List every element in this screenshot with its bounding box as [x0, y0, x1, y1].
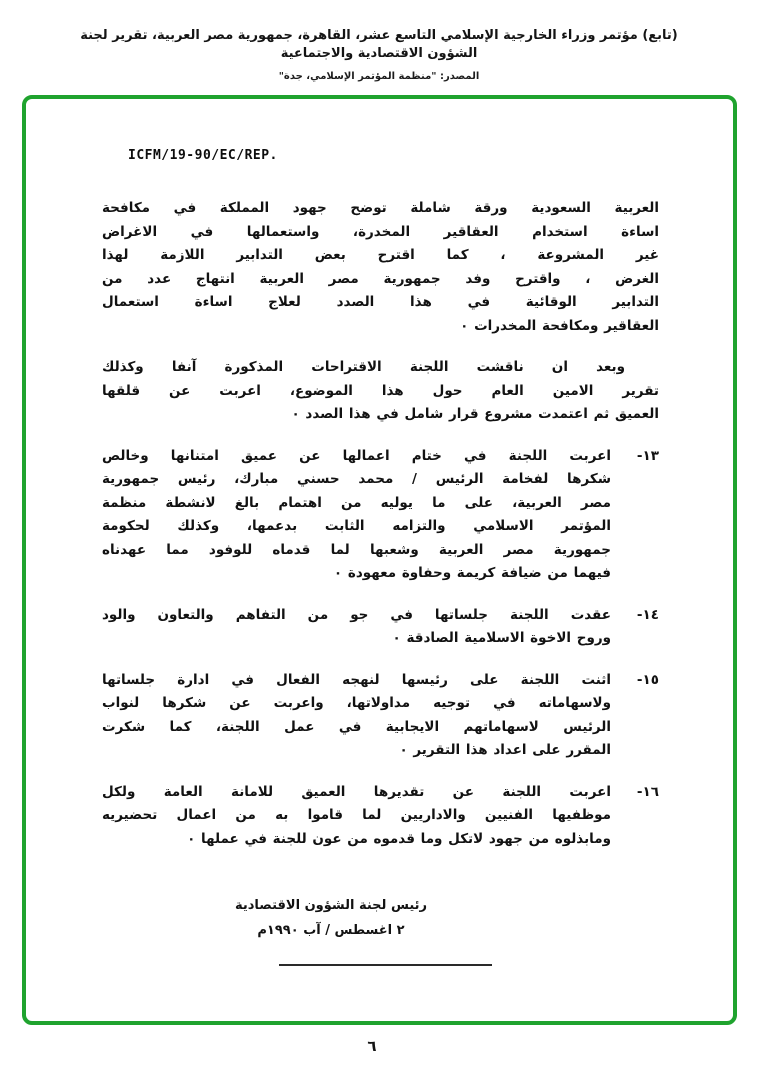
- text-line: العربية السعودية ورقة شاملة توضح جهود المملكة في مكافحة: [102, 200, 659, 216]
- text-line: شكرها لفخامة الرئيس / محمد حسني مبارك، رئيس جمهورية: [102, 471, 611, 487]
- numbered-item: [102, 604, 659, 651]
- numbered-items-container: [102, 445, 659, 852]
- signature-underline: [279, 964, 492, 966]
- text-line: وبعد ان ناقشت اللجنة الاقتراحات المذكورة آنفا وكذلك: [102, 359, 625, 375]
- numbered-item: [102, 445, 659, 586]
- text-line: ومابذلوه من جهود لاتكل وما قدموه من عون للجنة في عملها ٠: [187, 830, 611, 847]
- text-line: اعربت اللجنة عن تقديرها العميق للامانة العامة ولكل: [102, 783, 611, 800]
- text-line: الغرض ، واقترح وفد جمهورية مصر العربية انتهاج عدد من: [102, 270, 659, 287]
- text-line: الرئيس لاسهاماتهم الايجابية في عمل اللجنة، كما شكرت: [102, 718, 611, 735]
- item-text: [102, 604, 611, 651]
- item-number: ١٦-: [636, 783, 659, 800]
- text-line: وروح الاخوة الاسلامية الصادقة ٠: [392, 630, 611, 646]
- page-header: [0, 0, 758, 82]
- item-number: ١٣-: [636, 447, 659, 464]
- signature-date: ٢ اغسطس / آب ١٩٩٠م: [257, 923, 405, 938]
- text-line: المؤتمر الاسلامي والتزامه الثابت بدعمها، وكذلك لحكومة: [102, 518, 611, 534]
- text-line: مصر العربية، على ما يوليه من اهتمام بالغ لانشطة منظمة: [102, 494, 611, 511]
- text-line: العميق ثم اعتمدت مشروع قرار شامل في هذا الصدد ٠: [291, 406, 659, 422]
- text-line: العقاقير ومكافحة المخدرات ٠: [460, 317, 659, 334]
- numbered-item: [102, 669, 659, 763]
- header-source-note: المصدر: "منظمة المؤتمر الإسلامي، جدة": [278, 71, 480, 82]
- text-line: اساءة استخدام العقاقير المخدرة، واستعمالها في الاغراض: [102, 223, 659, 240]
- paragraphs-container: [102, 197, 659, 427]
- item-text: [102, 781, 611, 852]
- text-line: موظفيها الفنيين والاداريين لما قاموا به من اعمال تحضيريه: [102, 807, 611, 823]
- item-text: [102, 445, 611, 586]
- header-title: (تابع) مؤتمر وزراء الخارجية الإسلامي التاسع عشر، القاهرة، جمهورية مصر العربية، تقرير لجنة الشؤون الاقتصادية والاجتماعية: [80, 28, 678, 61]
- text-line: اثنت اللجنة على رئيسها لنهجه الفعال في ادارة جلساتها: [102, 671, 611, 688]
- text-line: جمهورية مصر العربية وشعبها لما قدماه للوفود مما عهدناه: [102, 541, 611, 558]
- text-line: فيهما من ضيافة كريمة وحفاوة معهودة ٠: [333, 565, 611, 581]
- document-frame: [22, 95, 737, 1025]
- text-line: غير المشروعة ، كما اقترح بعض التدابير اللازمة لهذا: [102, 247, 659, 263]
- text-line: اعربت اللجنة في ختام اعمالها عن عميق امتنانها وخالص: [102, 447, 611, 464]
- signature-block: [229, 893, 433, 943]
- item-number: ١٤-: [636, 606, 659, 623]
- document-reference: ICFM/19-90/EC/REP.: [128, 148, 278, 163]
- text-line: التدابير الوقائية في هذا الصدد لعلاج اساءة استعمال: [102, 294, 659, 310]
- item-number: ١٥-: [636, 671, 659, 688]
- text-line: تقرير الامين العام حول هذا الموضوع، اعربت عن قلقها: [102, 382, 659, 399]
- item-text: [102, 669, 611, 763]
- page-number: ٦: [367, 1037, 377, 1055]
- document-content: [26, 99, 733, 966]
- paragraph: [102, 197, 659, 338]
- paragraph: [102, 356, 659, 427]
- text-line: المقرر على اعداد هذا التقرير ٠: [399, 742, 611, 758]
- text-line: عقدت اللجنة جلساتها في جو من التفاهم والتعاون والود: [102, 606, 611, 623]
- text-line: ولاسهاماته في توجيه مداولاتها، واعربت عن شكرها لنواب: [102, 695, 611, 711]
- signature-title: رئيس لجنة الشؤون الاقتصادية: [234, 898, 428, 913]
- numbered-item: [102, 781, 659, 852]
